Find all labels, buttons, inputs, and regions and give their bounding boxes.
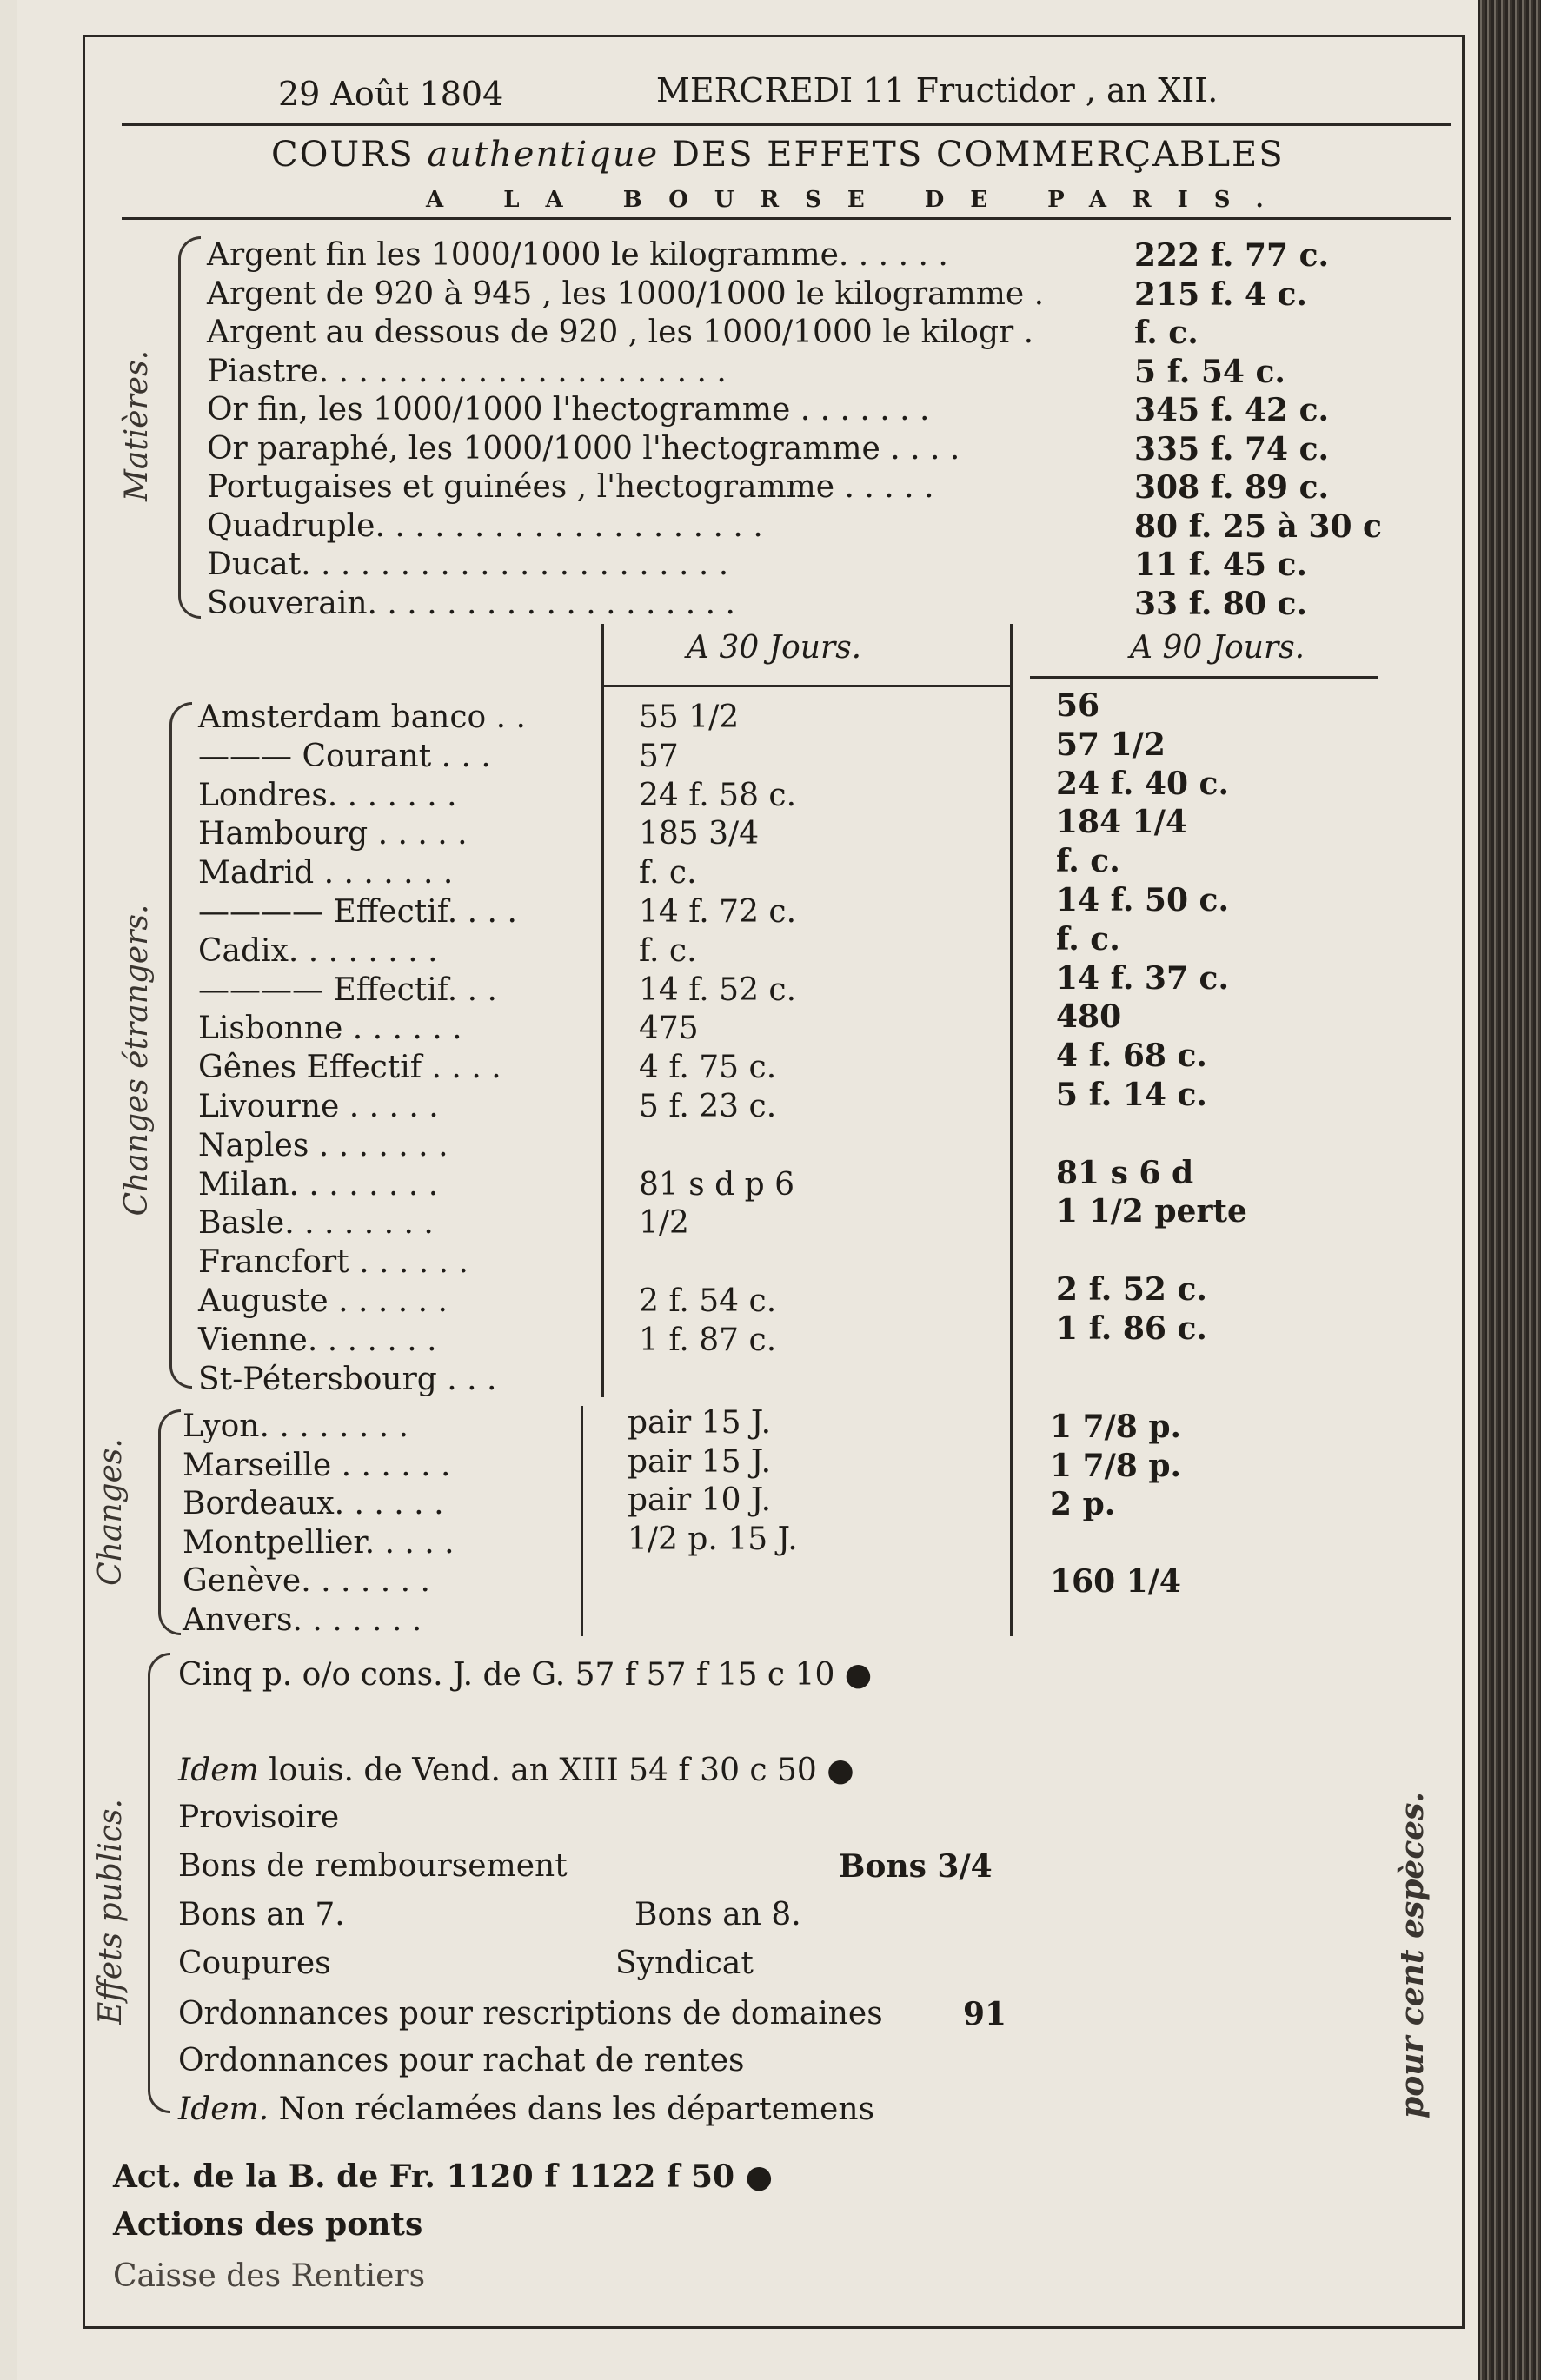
- change-etranger-row-label: Londres. . . . . . .: [198, 777, 457, 813]
- effet-ordonnances-domaines-value: 91: [963, 1996, 1007, 2032]
- change-etranger-row-30-jours: 2 f. 54 c.: [639, 1283, 777, 1319]
- matieres-row-label: Argent au dessous de 920 , les 1000/1000 le kilogr .: [207, 315, 1034, 350]
- matieres-row-label: Ducat. . . . . . . . . . . . . . . . . . . . . .: [207, 547, 729, 582]
- change-row-30-jours: pair 10 J.: [628, 1482, 772, 1518]
- change-etranger-row-label: Francfort . . . . . .: [198, 1244, 468, 1281]
- change-etranger-row-90-jours: 56: [1056, 687, 1100, 724]
- section-changes-etrangers-label: Changes étrangers.: [119, 904, 155, 1217]
- change-etranger-row-90-jours: 2 f. 52 c.: [1056, 1271, 1207, 1308]
- title-rule: [122, 217, 1451, 220]
- effet-idem-rest: louis. de Vend. an XIII 54 f 30 c 50 ●: [269, 1753, 854, 1788]
- change-row-30-jours: pair 15 J.: [628, 1443, 772, 1480]
- effet-cinq-pour-cent: Cinq p. o/o cons. J. de G. 57 f 57 f 15 c 10 ●: [178, 1657, 873, 1693]
- title-prefix: COURS: [271, 135, 415, 175]
- change-etranger-row-30-jours: 55 1/2: [639, 699, 740, 735]
- change-etranger-row-30-jours: 57: [639, 738, 679, 774]
- change-etranger-row-90-jours: 14 f. 37 c.: [1056, 959, 1229, 997]
- title: [271, 135, 1285, 175]
- change-row-90-jours: 1 7/8 p.: [1050, 1409, 1182, 1445]
- change-row-90-jours: 160 1/4: [1050, 1563, 1181, 1600]
- header-rule: [122, 123, 1451, 126]
- matieres-row-value: 345 f. 42 c.: [1134, 392, 1330, 428]
- change-etranger-row-label: Auguste . . . . . .: [198, 1283, 448, 1319]
- footer-actions-ponts: Actions des ponts: [113, 2206, 423, 2243]
- matieres-row-value: 33 f. 80 c.: [1134, 585, 1307, 622]
- change-etranger-row-30-jours: f. c.: [639, 855, 697, 892]
- change-etranger-row-90-jours: 1 f. 86 c.: [1056, 1309, 1207, 1347]
- matieres-row-value: 335 f. 74 c.: [1134, 430, 1330, 467]
- subtitle: A LA BOURSE DE PARIS.: [426, 187, 1290, 213]
- page-edges: [1478, 0, 1541, 2380]
- effet-idem-non-reclamees: [178, 2092, 874, 2127]
- matieres-row-label: Quadruple. . . . . . . . . . . . . . . . . . . .: [207, 507, 763, 544]
- change-etranger-row-30-jours: 1/2: [639, 1205, 689, 1242]
- side-note-pour-cent-especes: pour cent espèces.: [1394, 1792, 1431, 2118]
- change-etranger-row-90-jours: 24 f. 40 c.: [1056, 765, 1229, 802]
- change-etranger-row-30-jours: 24 f. 58 c.: [639, 777, 797, 813]
- change-row-label: Genève. . . . . . .: [183, 1563, 430, 1599]
- matieres-row-label: Argent de 920 à 945 , les 1000/1000 le kilogramme .: [207, 275, 1045, 312]
- change-etranger-row-30-jours: 14 f. 72 c.: [639, 894, 797, 930]
- change-etranger-row-90-jours: 5 f. 14 c.: [1056, 1077, 1207, 1113]
- footer-actions-banque: Act. de la B. de Fr. 1120 f 1122 f 50 ●: [113, 2158, 773, 2195]
- change-etranger-row-30-jours: 4 f. 75 c.: [639, 1050, 777, 1086]
- change-etranger-row-30-jours: 81 s d p 6: [639, 1166, 795, 1203]
- matieres-row-value: 215 f. 4 c.: [1134, 275, 1307, 313]
- section-changes-label: Changes.: [93, 1438, 129, 1586]
- matieres-row-value: 11 f. 45 c.: [1134, 547, 1307, 583]
- change-etranger-row-label: St-Pétersbourg . . .: [198, 1361, 497, 1397]
- change-etranger-row-label: Livourne . . . . .: [198, 1089, 439, 1124]
- header-day: MERCREDI 11 Fructidor , an XII.: [656, 71, 1219, 109]
- effet-ordonnances-domaines: Ordonnances pour rescriptions de domaines: [178, 1996, 883, 2032]
- column-divider-left: [601, 624, 604, 1397]
- change-etranger-row-label: Hambourg . . . . .: [198, 816, 468, 852]
- header-date: 29 Août 1804: [278, 75, 504, 113]
- change-row-30-jours: pair 15 J.: [628, 1405, 772, 1441]
- change-etranger-row-30-jours: 14 f. 52 c.: [639, 971, 797, 1008]
- change-etranger-row-label: Amsterdam banco . .: [198, 699, 526, 735]
- change-row-90-jours: 1 7/8 p.: [1050, 1447, 1182, 1484]
- change-etranger-row-label: Gênes Effectif . . . .: [198, 1050, 501, 1086]
- matieres-row-label: Portugaises et guinées , l'hectogramme . . . . .: [207, 469, 934, 505]
- column-header-rule-left: [604, 685, 1013, 687]
- change-etranger-row-30-jours: 1 f. 87 c.: [639, 1322, 777, 1358]
- effet-coupures: Coupures: [178, 1946, 331, 1981]
- matieres-row-value: 80 f. 25 à 30 c: [1134, 507, 1382, 545]
- effet-syndicat: Syndicat: [615, 1946, 754, 1981]
- change-etranger-row-30-jours: 475: [639, 1011, 699, 1047]
- change-etranger-row-90-jours: f. c.: [1056, 920, 1120, 958]
- footer-caisse-rentiers: Caisse des Rentiers: [113, 2258, 426, 2294]
- change-etranger-row-90-jours: f. c.: [1056, 843, 1120, 880]
- changes-column-divider: [581, 1406, 583, 1636]
- change-etranger-row-label: Vienne. . . . . . .: [198, 1322, 437, 1358]
- effet-idem-italic: Idem: [178, 1753, 259, 1788]
- effet-provisoire: Provisoire: [178, 1800, 340, 1835]
- change-etranger-row-30-jours: 185 3/4: [639, 816, 760, 852]
- matieres-row-label: Or fin, les 1000/1000 l'hectogramme . . . . . . .: [207, 392, 930, 428]
- effet-bons-an-7: Bons an 7.: [178, 1897, 345, 1933]
- matieres-row-value: 222 f. 77 c.: [1134, 237, 1330, 274]
- effet-idem-louis: [178, 1754, 854, 1788]
- matieres-row-label: Argent fin les 1000/1000 le kilogramme. . . . . .: [207, 237, 948, 273]
- change-etranger-row-label: Madrid . . . . . . .: [198, 855, 454, 892]
- column-divider-right: [1010, 624, 1013, 1636]
- change-etranger-row-label: Basle. . . . . . . .: [198, 1205, 434, 1242]
- title-italic: authentique: [427, 135, 660, 175]
- change-row-label: Bordeaux. . . . . .: [183, 1486, 444, 1521]
- matieres-row-value: 308 f. 89 c.: [1134, 469, 1330, 506]
- matieres-row-label: Piastre. . . . . . . . . . . . . . . . . . . . .: [207, 353, 727, 389]
- change-etranger-row-30-jours: f. c.: [639, 932, 697, 969]
- matieres-row-label: Souverain. . . . . . . . . . . . . . . . . . .: [207, 585, 735, 621]
- change-etranger-row-90-jours: 57 1/2: [1056, 726, 1166, 763]
- change-row-label: Montpellier. . . . .: [183, 1524, 455, 1561]
- effet-idem2-italic: Idem.: [178, 2092, 269, 2127]
- matieres-row-value: 5 f. 54 c.: [1134, 353, 1285, 390]
- change-etranger-row-30-jours: 5 f. 23 c.: [639, 1089, 777, 1124]
- change-etranger-row-90-jours: 480: [1056, 998, 1122, 1036]
- column-header-30-jours: A 30 Jours.: [687, 630, 862, 666]
- effet-bons-3-4: Bons 3/4: [839, 1848, 993, 1885]
- change-etranger-row-90-jours: 81 s 6 d: [1056, 1154, 1194, 1191]
- matieres-row-value: f. c.: [1134, 315, 1199, 351]
- section-effets-publics-label: Effets publics.: [93, 1799, 129, 2025]
- effet-bons-an-8: Bons an 8.: [634, 1897, 801, 1933]
- matieres-brace: [178, 236, 201, 619]
- effet-ordonnances-rentes: Ordonnances pour rachat de rentes: [178, 2043, 745, 2078]
- change-row-label: Lyon. . . . . . . .: [183, 1409, 409, 1444]
- effet-idem2-rest: Non réclamées dans les départemens: [278, 2092, 875, 2127]
- changes-etrangers-brace: [169, 702, 192, 1389]
- change-etranger-row-90-jours: 14 f. 50 c.: [1056, 882, 1229, 918]
- column-header-90-jours: A 90 Jours.: [1130, 630, 1305, 666]
- changes-brace: [158, 1409, 181, 1635]
- effet-bons-remboursement: Bons de remboursement: [178, 1848, 568, 1884]
- column-header-rule-right: [1030, 676, 1378, 679]
- section-matieres-label: Matières.: [119, 349, 155, 502]
- change-row-label: Marseille . . . . . .: [183, 1447, 451, 1483]
- effets-publics-brace: [148, 1653, 170, 2113]
- change-etranger-row-90-jours: 184 1/4: [1056, 804, 1187, 841]
- title-suffix: DES EFFETS COMMERÇABLES: [671, 135, 1285, 175]
- matieres-row-label: Or paraphé, les 1000/1000 l'hectogramme . . . .: [207, 430, 960, 467]
- change-row-90-jours: 2 p.: [1050, 1486, 1116, 1522]
- change-row-30-jours: 1/2 p. 15 J.: [628, 1521, 798, 1557]
- change-etranger-row-label: Lisbonne . . . . . .: [198, 1011, 462, 1047]
- change-etranger-row-label: ———— Effectif. . .: [198, 971, 498, 1008]
- change-etranger-row-label: Naples . . . . . . .: [198, 1127, 448, 1163]
- change-etranger-row-90-jours: 4 f. 68 c.: [1056, 1038, 1207, 1075]
- change-etranger-row-90-jours: 1 1/2 perte: [1056, 1193, 1247, 1230]
- change-etranger-row-label: ——— Courant . . .: [198, 738, 491, 774]
- change-etranger-row-label: Cadix. . . . . . . .: [198, 932, 438, 969]
- change-row-label: Anvers. . . . . . .: [183, 1601, 422, 1638]
- change-etranger-row-label: ———— Effectif. . . .: [198, 894, 517, 930]
- change-etranger-row-label: Milan. . . . . . . .: [198, 1166, 439, 1203]
